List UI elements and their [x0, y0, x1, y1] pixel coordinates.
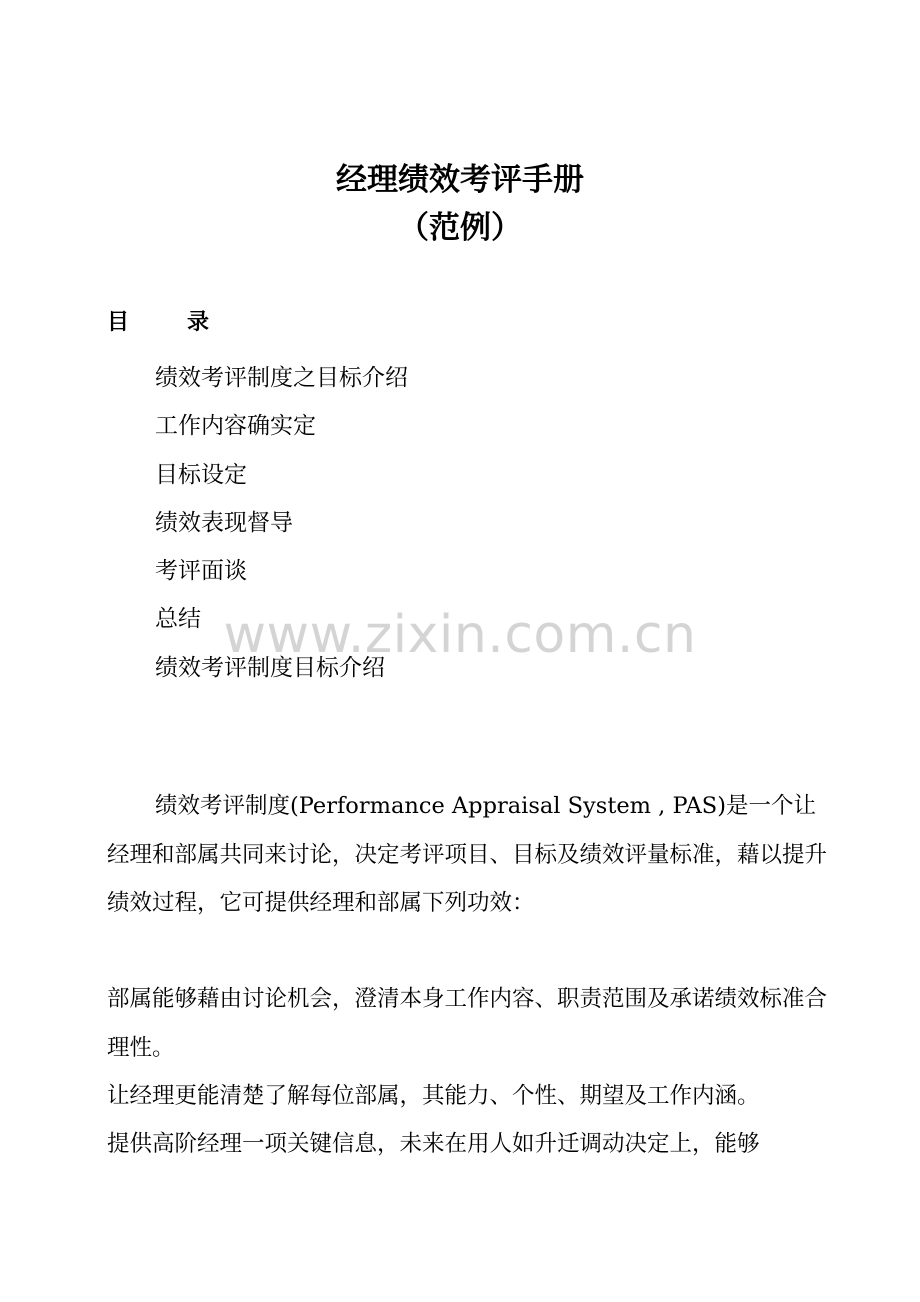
toc-heading [107, 306, 209, 340]
document-subtitle: （范例） [398, 210, 522, 246]
toc-item: 绩效表现督导 [155, 509, 293, 536]
intro-paragraph: 绩效考评制度(Performance Appraisal System , PAS)是一个让经理和部属共同来讨论，决定考评项目、目标及绩效评量标准，藉以提升绩效过程，它可提供经理和部属下列功效： [107, 793, 828, 916]
watermark: www.zixin.com.cn [223, 605, 697, 665]
toc-heading-char-1: 目 [107, 310, 130, 335]
toc-item: 总结 [155, 606, 201, 633]
toc-item: 工作内容确实定 [155, 413, 316, 440]
benefit-paragraph-2: 让经理更能清楚了解每位部属，其能力、个性、期望及工作内涵。 [107, 1083, 760, 1109]
toc-heading-char-2: 录 [187, 310, 210, 335]
toc-item: 考评面谈 [155, 558, 247, 585]
benefit-paragraph-1: 部属能够藉由讨论机会，澄清本身工作内容、职责范围及承诺绩效标准合理性。 [107, 986, 828, 1061]
benefit-paragraph-3: 提供高阶经理一项关键信息，未来在用人如升迁调动决定上，能够 [107, 1131, 760, 1157]
toc-item: 目标设定 [155, 461, 247, 488]
toc-item: 绩效考评制度之目标介绍 [155, 365, 408, 391]
toc-item: 绩效考评制度目标介绍 [155, 654, 385, 681]
document-title: 经理绩效考评手册 [336, 162, 584, 198]
